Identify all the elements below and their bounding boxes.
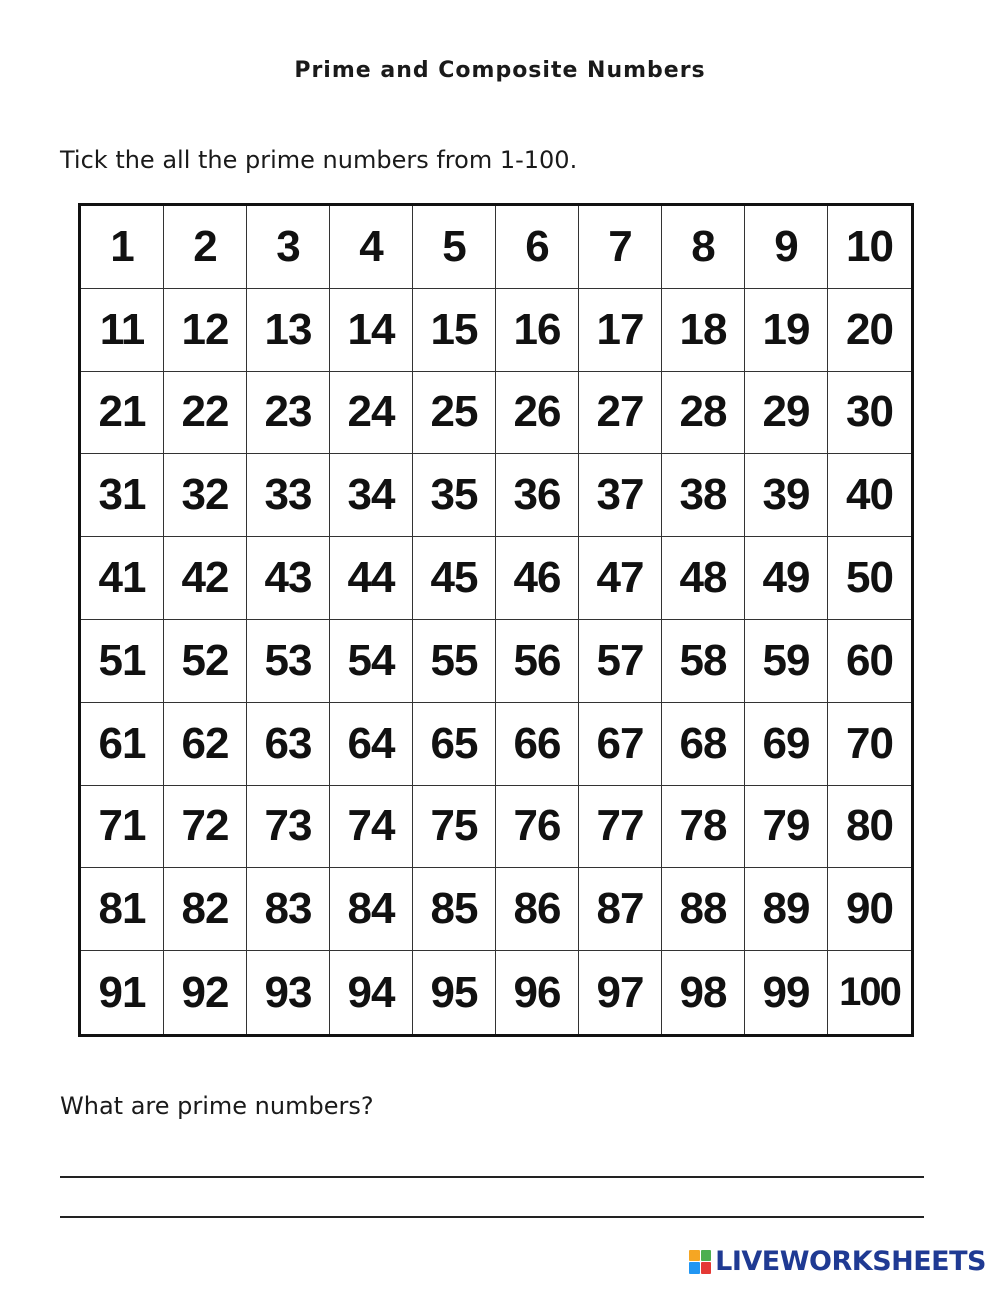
- number-cell[interactable]: 70: [828, 703, 911, 786]
- number-grid: [78, 203, 914, 1037]
- number-cell[interactable]: 76: [496, 786, 579, 869]
- number-cell[interactable]: 71: [81, 786, 164, 869]
- number-cell[interactable]: 23: [247, 372, 330, 455]
- number-cell[interactable]: 59: [745, 620, 828, 703]
- number-cell[interactable]: 69: [745, 703, 828, 786]
- number-cell[interactable]: 98: [662, 951, 745, 1034]
- number-cell[interactable]: 91: [81, 951, 164, 1034]
- number-cell[interactable]: 30: [828, 372, 911, 455]
- number-cell[interactable]: 49: [745, 537, 828, 620]
- number-cell[interactable]: 65: [413, 703, 496, 786]
- number-cell[interactable]: 95: [413, 951, 496, 1034]
- liveworksheets-logo: [689, 1246, 986, 1277]
- number-cell[interactable]: 37: [579, 454, 662, 537]
- number-cell[interactable]: 11: [81, 289, 164, 372]
- number-cell[interactable]: 86: [496, 868, 579, 951]
- number-cell[interactable]: 14: [330, 289, 413, 372]
- number-cell[interactable]: 41: [81, 537, 164, 620]
- number-cell[interactable]: 74: [330, 786, 413, 869]
- number-cell[interactable]: 32: [164, 454, 247, 537]
- answer-line-2[interactable]: [60, 1216, 924, 1218]
- number-cell[interactable]: 29: [745, 372, 828, 455]
- number-cell[interactable]: 39: [745, 454, 828, 537]
- number-cell[interactable]: 42: [164, 537, 247, 620]
- number-cell[interactable]: 35: [413, 454, 496, 537]
- liveworksheets-logo-icon: [689, 1250, 711, 1274]
- number-cell[interactable]: 66: [496, 703, 579, 786]
- number-cell[interactable]: 88: [662, 868, 745, 951]
- number-cell[interactable]: 53: [247, 620, 330, 703]
- number-cell[interactable]: 47: [579, 537, 662, 620]
- number-cell[interactable]: 6: [496, 206, 579, 289]
- question-text: What are prime numbers?: [60, 1092, 374, 1120]
- number-cell[interactable]: 90: [828, 868, 911, 951]
- number-cell[interactable]: 7: [579, 206, 662, 289]
- number-cell[interactable]: 94: [330, 951, 413, 1034]
- number-cell[interactable]: 3: [247, 206, 330, 289]
- number-cell[interactable]: 2: [164, 206, 247, 289]
- answer-line-1[interactable]: [60, 1176, 924, 1178]
- number-cell[interactable]: 57: [579, 620, 662, 703]
- number-cell[interactable]: 51: [81, 620, 164, 703]
- number-cell[interactable]: 15: [413, 289, 496, 372]
- number-cell[interactable]: 26: [496, 372, 579, 455]
- number-cell[interactable]: 97: [579, 951, 662, 1034]
- number-cell[interactable]: 8: [662, 206, 745, 289]
- number-cell[interactable]: 12: [164, 289, 247, 372]
- number-cell[interactable]: 63: [247, 703, 330, 786]
- number-cell[interactable]: 60: [828, 620, 911, 703]
- number-cell[interactable]: 19: [745, 289, 828, 372]
- number-cell[interactable]: 62: [164, 703, 247, 786]
- number-cell[interactable]: 78: [662, 786, 745, 869]
- number-cell[interactable]: 83: [247, 868, 330, 951]
- number-cell[interactable]: 24: [330, 372, 413, 455]
- number-cell[interactable]: 17: [579, 289, 662, 372]
- number-cell[interactable]: 18: [662, 289, 745, 372]
- number-cell[interactable]: 68: [662, 703, 745, 786]
- number-cell[interactable]: 52: [164, 620, 247, 703]
- number-cell[interactable]: 44: [330, 537, 413, 620]
- number-cell[interactable]: 9: [745, 206, 828, 289]
- number-cell[interactable]: 20: [828, 289, 911, 372]
- number-cell[interactable]: 54: [330, 620, 413, 703]
- number-cell[interactable]: 93: [247, 951, 330, 1034]
- number-cell[interactable]: 21: [81, 372, 164, 455]
- number-cell[interactable]: 75: [413, 786, 496, 869]
- number-cell[interactable]: 58: [662, 620, 745, 703]
- number-cell[interactable]: 25: [413, 372, 496, 455]
- number-cell[interactable]: 27: [579, 372, 662, 455]
- number-cell[interactable]: 31: [81, 454, 164, 537]
- number-cell[interactable]: 43: [247, 537, 330, 620]
- number-cell[interactable]: 48: [662, 537, 745, 620]
- number-cell[interactable]: 56: [496, 620, 579, 703]
- number-cell[interactable]: 40: [828, 454, 911, 537]
- number-cell[interactable]: 38: [662, 454, 745, 537]
- instruction-text: Tick the all the prime numbers from 1-100.: [60, 146, 578, 174]
- number-cell[interactable]: 77: [579, 786, 662, 869]
- number-cell[interactable]: 13: [247, 289, 330, 372]
- number-cell[interactable]: 100: [839, 970, 900, 1015]
- number-cell[interactable]: 16: [496, 289, 579, 372]
- number-cell[interactable]: 46: [496, 537, 579, 620]
- number-cell[interactable]: 64: [330, 703, 413, 786]
- number-cell[interactable]: 1: [81, 206, 164, 289]
- number-cell[interactable]: 99: [745, 951, 828, 1034]
- number-cell[interactable]: 5: [413, 206, 496, 289]
- number-cell[interactable]: 80: [828, 786, 911, 869]
- number-cell[interactable]: 89: [745, 868, 828, 951]
- number-cell[interactable]: 96: [496, 951, 579, 1034]
- number-cell[interactable]: 36: [496, 454, 579, 537]
- worksheet-title: Prime and Composite Numbers: [294, 58, 706, 83]
- number-cell[interactable]: 33: [247, 454, 330, 537]
- brand-name: LIVEWORKSHEETS: [715, 1246, 986, 1277]
- number-cell[interactable]: 67: [579, 703, 662, 786]
- number-cell[interactable]: 84: [330, 868, 413, 951]
- number-cell[interactable]: 92: [164, 951, 247, 1034]
- number-cell[interactable]: 73: [247, 786, 330, 869]
- number-cell[interactable]: 72: [164, 786, 247, 869]
- number-cell[interactable]: 50: [828, 537, 911, 620]
- number-cell[interactable]: 10: [828, 206, 911, 289]
- number-cell[interactable]: 45: [413, 537, 496, 620]
- number-cell[interactable]: 61: [81, 703, 164, 786]
- number-cell[interactable]: 81: [81, 868, 164, 951]
- number-cell[interactable]: 34: [330, 454, 413, 537]
- number-cell[interactable]: 22: [164, 372, 247, 455]
- number-cell[interactable]: 79: [745, 786, 828, 869]
- number-cell[interactable]: 82: [164, 868, 247, 951]
- number-cell[interactable]: 87: [579, 868, 662, 951]
- number-cell[interactable]: 55: [413, 620, 496, 703]
- number-cell[interactable]: 28: [662, 372, 745, 455]
- number-cell[interactable]: 85: [413, 868, 496, 951]
- number-cell[interactable]: 4: [330, 206, 413, 289]
